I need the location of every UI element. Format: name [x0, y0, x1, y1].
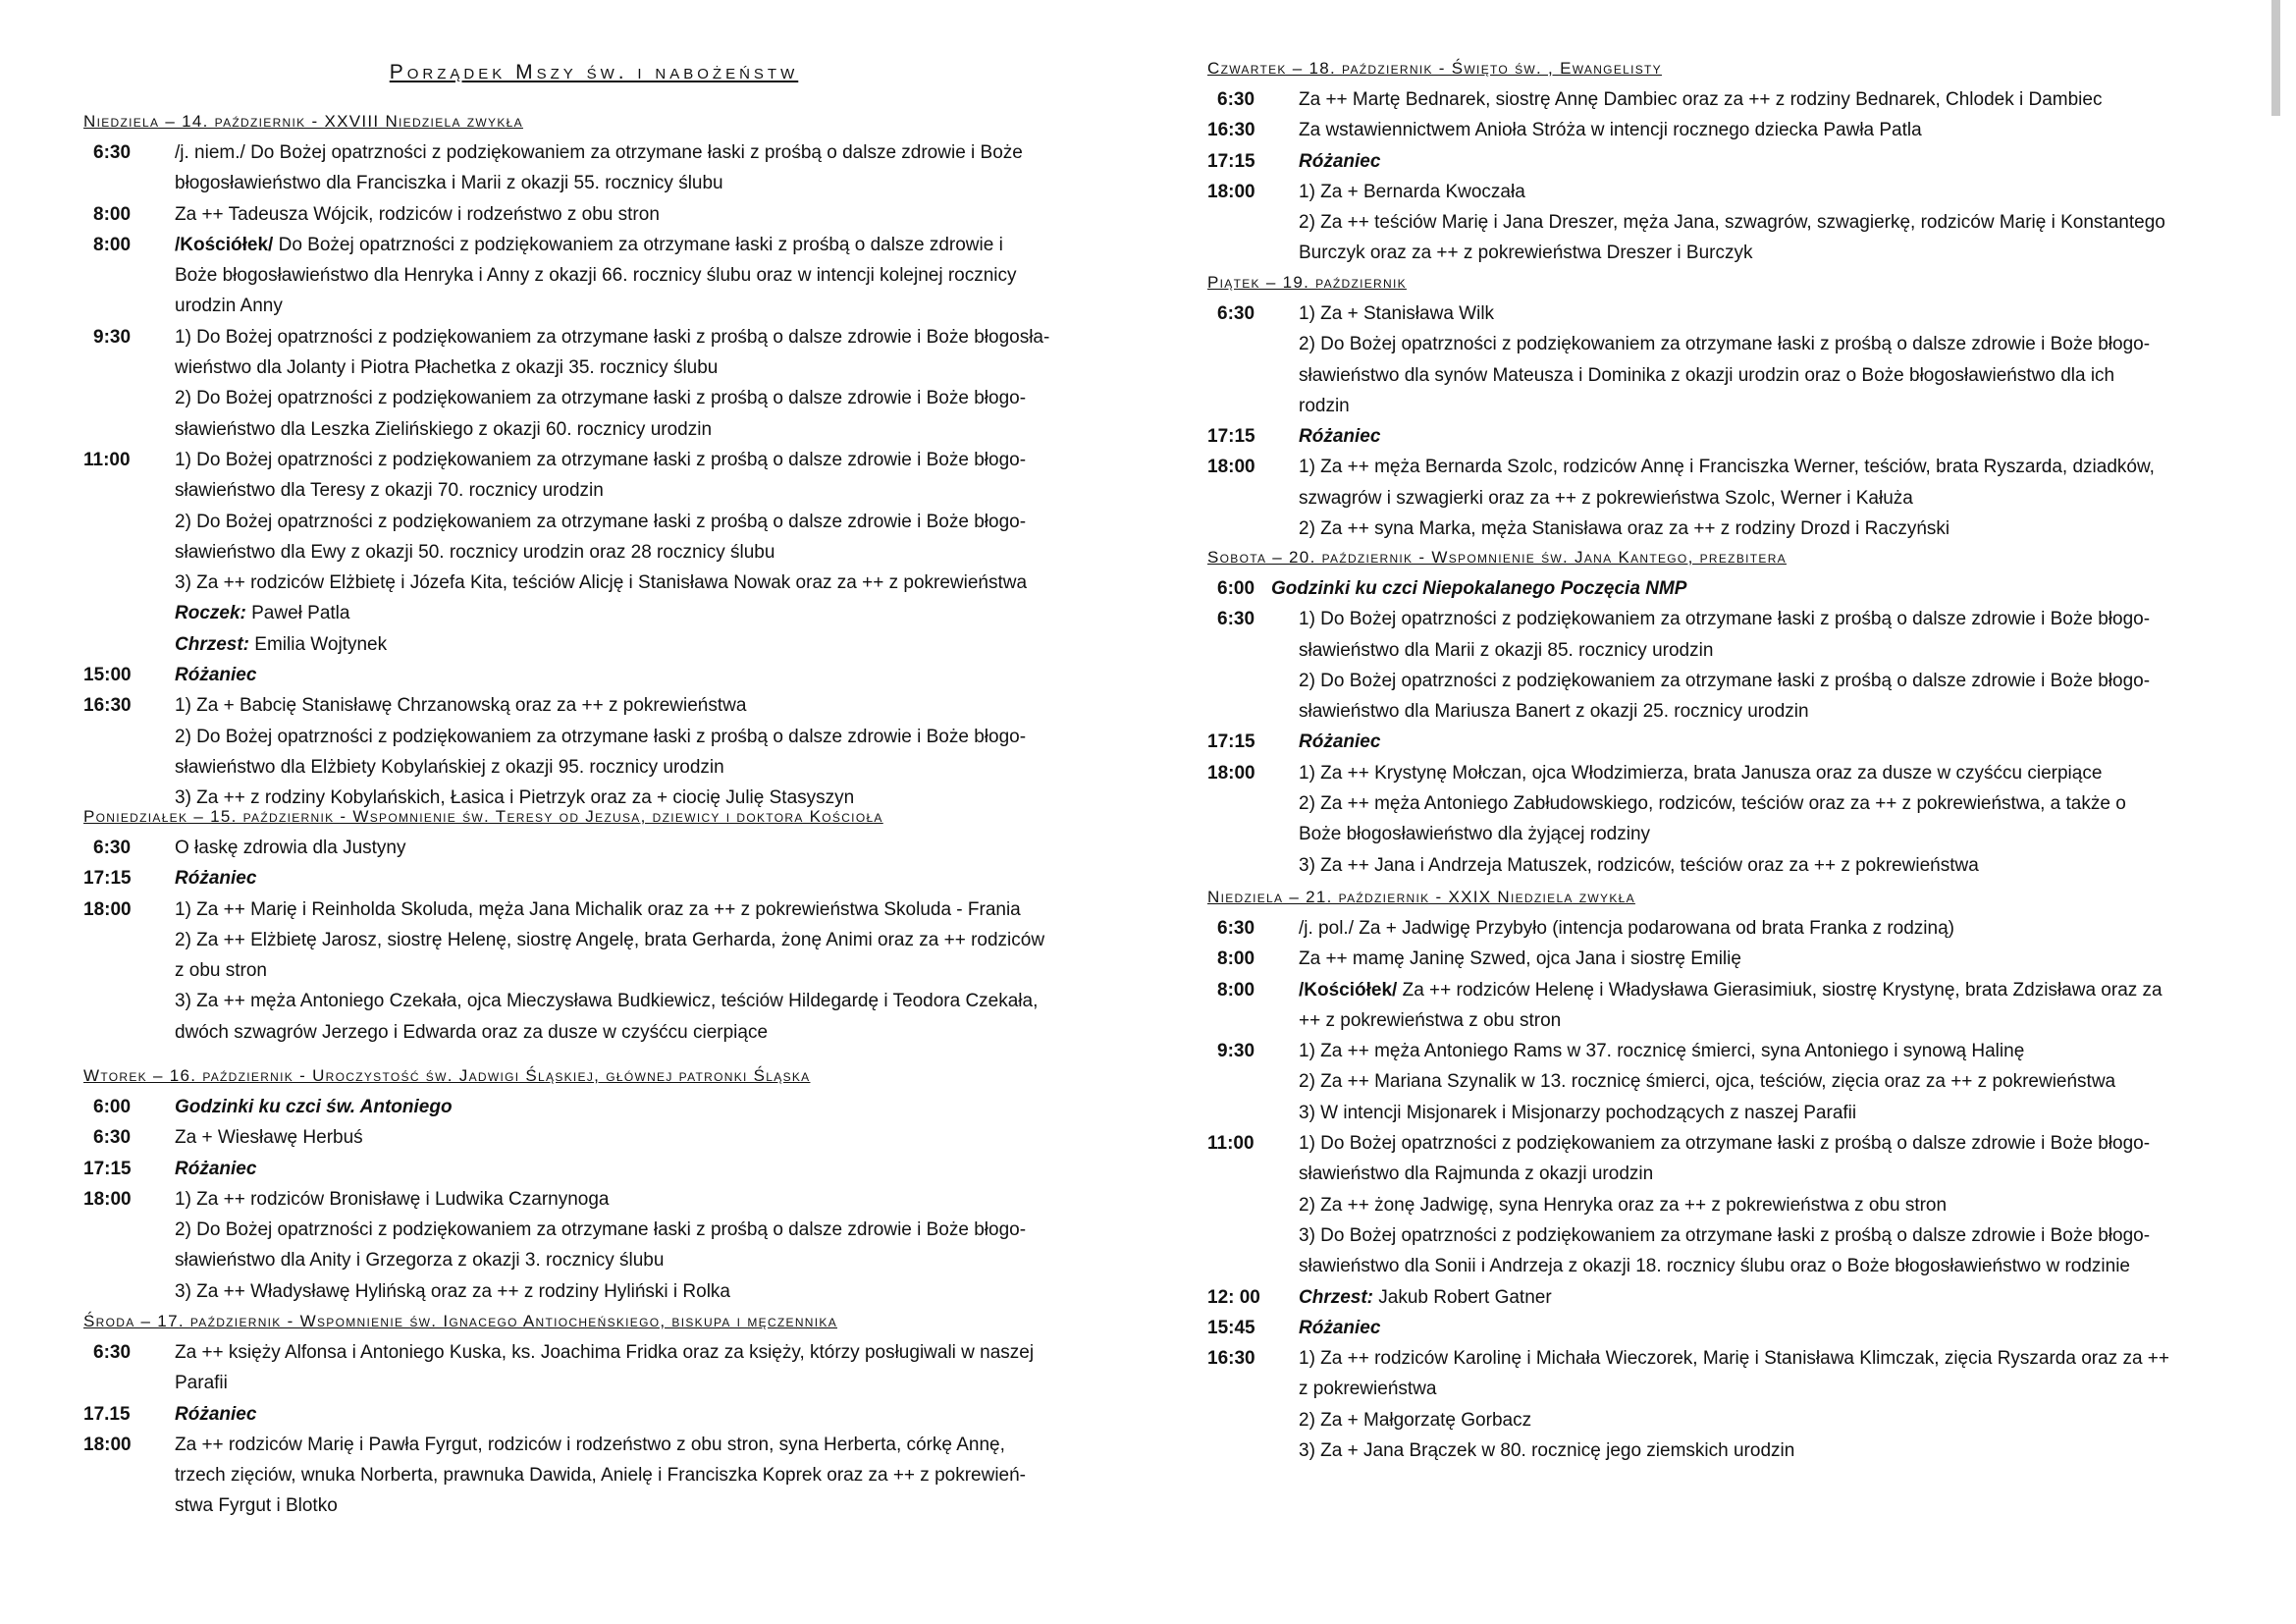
- intention-line: 2) Do Bożej opatrzności z podziękowaniem za otrzymane łaski z prośbą o dalsze zdrowie i Boże błogo-: [1299, 670, 2151, 691]
- mass-time: 6:30: [1217, 609, 1255, 630]
- intention-line: Za ++ Martę Bednarek, siostrę Annę Dambiec oraz za ++ z rodziny Bednarek, Chlodek i Dambiec: [1299, 89, 2103, 110]
- mass-entry: [1207, 573, 2232, 604]
- mass-time: 8:00: [93, 234, 132, 255]
- mass-entry: [1207, 1128, 2232, 1281]
- intention-line: sławieństwo dla synów Mateusza i Dominika z okazji urodzin oraz o Boże błogosławieństwo dla ich: [1299, 364, 2115, 386]
- mass-time: 17.15: [83, 1403, 131, 1425]
- mass-entry: [83, 1184, 1104, 1307]
- intention-line: Za ++ rodziców Marię i Pawła Fyrgut, rodziców i rodzeństwo z obu stron, syna Herberta, córkę Annę,: [175, 1434, 1005, 1455]
- mass-time: 15:00: [83, 665, 132, 686]
- intention-line: 2) Do Bożej opatrzności z podziękowaniem za otrzymane łaski z prośbą o dalsze zdrowie i Boże błogo-: [175, 726, 1027, 747]
- intention-line: 2) Do Bożej opatrzności z podziękowaniem za otrzymane łaski z prośbą o dalsze zdrowie i Boże błogo-: [1299, 334, 2151, 355]
- intention-line: 3) Za ++ z rodziny Kobylańskich, Łasica i Pietrzyk oraz za + ciocię Julię Stasyszyn: [175, 787, 855, 809]
- mass-time: 16:30: [83, 695, 132, 717]
- intention-line: Godzinki ku czci Niepokalanego Poczęcia NMP: [1271, 578, 1687, 599]
- intention-line: Za ++ Tadeusza Wójcik, rodziców i rodzeństwo z obu stron: [175, 203, 660, 225]
- mass-time: 17:15: [1207, 731, 1255, 753]
- intention-line: Chrzest: Jakub Robert Gatner: [1299, 1286, 1552, 1308]
- mass-entry: [83, 1154, 1104, 1184]
- day-heading: Poniedziałek – 15. październik - Wspomnienie św. Teresy od Jezusa, dziewicy i doktora Kościoła: [83, 807, 883, 826]
- intention-line: wieństwo dla Jolanty i Piotra Płachetka z okazji 35. rocznicy ślubu: [175, 357, 719, 379]
- mass-time: 11:00: [83, 449, 131, 470]
- intention-line: 1) Za ++ Krystynę Mołczan, ojca Włodzimierza, brata Janusza oraz za dusze w czyśćcu cierpiące: [1299, 762, 2103, 784]
- intention-line: 2) Za ++ Elżbietę Jarosz, siostrę Helenę, siostrę Angelę, brata Gerharda, żonę Animi oraz za ++ rodziców: [175, 929, 1045, 950]
- intention-line: 3) Za ++ męża Antoniego Czekała, ojca Mieczysława Budkiewicz, teściów Hildegardę i Teodora Czekała,: [175, 991, 1039, 1012]
- mass-time: 6:00: [1217, 578, 1255, 599]
- intention-line: Różaniec: [175, 665, 257, 686]
- intention-line: rodzin: [1299, 395, 1350, 416]
- mass-time: 18:00: [83, 1188, 132, 1210]
- intention-line: sławieństwo dla Ewy z okazji 50. rocznicy urodzin oraz 28 rocznicy ślubu: [175, 541, 775, 563]
- day-heading: Niedziela – 14. październik - XXVIII Niedziela zwykła: [83, 112, 523, 131]
- mass-time: 6:30: [1217, 303, 1255, 324]
- intention-line: ++ z pokrewieństwa z obu stron: [1299, 1009, 1562, 1031]
- intention-line: Różaniec: [1299, 1317, 1381, 1338]
- day-section: [1207, 53, 2232, 269]
- intention-line: /Kościółek/ Za ++ rodziców Helenę i Władysława Gierasimiuk, siostrę Krystynę, brata Zdzisława oraz za: [1299, 979, 2163, 1001]
- day-heading: Wtorek – 16. październik - Uroczystość św. Jadwigi Śląskiej, głównej patronki Śląska: [83, 1066, 811, 1085]
- intention-line: 2) Za ++ teściów Marię i Jana Dreszer, męża Jana, szwagrów, szwagierkę, rodziców Marię i Konstantego: [1299, 212, 2165, 234]
- mass-entry: [1207, 1343, 2232, 1466]
- mass-entry: [1207, 146, 2232, 177]
- day-section: [1207, 882, 2232, 1466]
- intention-line: sławieństwo dla Mariusza Banert z okazji 25. rocznicy urodzin: [1299, 701, 1809, 723]
- day-section: [83, 801, 1104, 1048]
- intention-line: 2) Do Bożej opatrzności z podziękowaniem za otrzymane łaski z prośbą o dalsze zdrowie i Boże błogo-: [175, 511, 1027, 532]
- day-heading: Środa – 17. październik - Wspomnienie św. Ignacego Antiocheńskiego, biskupa i męczennika: [83, 1312, 838, 1330]
- intention-line: Różaniec: [1299, 150, 1381, 172]
- intention-line: Chrzest: Emilia Wojtynek: [175, 633, 388, 655]
- intention-line: błogosławieństwo dla Franciszka i Marii z okazji 55. rocznicy ślubu: [175, 173, 723, 194]
- intention-line: 1) Do Bożej opatrzności z podziękowaniem za otrzymane łaski z prośbą o dalsze zdrowie i Boże błogosła-: [175, 326, 1050, 348]
- day-heading: Czwartek – 18. październik - Święto św. , Ewangelisty: [1207, 59, 1662, 78]
- mass-entry: [1207, 1313, 2232, 1343]
- mass-entry: [83, 660, 1104, 690]
- mass-time: 6:30: [93, 1342, 132, 1363]
- mass-time: 17:15: [83, 868, 132, 890]
- mass-time: 17:15: [1207, 150, 1255, 172]
- intention-line: 3) Za + Jana Brączek w 80. rocznicę jego ziemskich urodzin: [1299, 1440, 1795, 1462]
- intention-line: /Kościółek/ Do Bożej opatrzności z podziękowaniem za otrzymane łaski z prośbą o dalsze zdrowie i: [175, 234, 1003, 255]
- mass-entry: [1207, 421, 2232, 452]
- intention-line: sławieństwo dla Leszka Zielińskiego z okazji 60. rocznicy urodzin: [175, 418, 713, 440]
- mass-time: 18:00: [83, 1434, 132, 1455]
- intention-line: /j. niem./ Do Bożej opatrzności z podziękowaniem za otrzymane łaski z prośbą o dalsze zdrowie i Boże: [175, 142, 1023, 163]
- mass-entry: [83, 1092, 1104, 1122]
- intention-line: Różaniec: [1299, 731, 1381, 753]
- intention-line: 3) Za ++ rodziców Elżbietę i Józefa Kita, teściów Alicję i Stanisława Nowak oraz za ++ z pokrewieństwa: [175, 572, 1028, 594]
- mass-entry: [1207, 177, 2232, 269]
- mass-time: 8:00: [1217, 948, 1255, 970]
- mass-entry: [1207, 452, 2232, 544]
- intention-line: 1) Za ++ rodziców Bronisławę i Ludwika Czarnynoga: [175, 1188, 610, 1210]
- intention-line: sławieństwo dla Teresy z okazji 70. rocznicy urodzin: [175, 480, 604, 502]
- intention-line: Boże błogosławieństwo dla Henryka i Anny z okazji 66. rocznicy ślubu oraz w intencji kolejnej rocznicy: [175, 265, 1017, 287]
- intention-line: 1) Do Bożej opatrzności z podziękowaniem za otrzymane łaski z prośbą o dalsze zdrowie i Boże błogo-: [175, 449, 1027, 470]
- mass-time: 6:30: [93, 142, 132, 163]
- day-heading: Sobota – 20. październik - Wspomnienie św. Jana Kantego, prezbitera: [1207, 548, 1787, 567]
- intention-line: /j. pol./ Za + Jadwigę Przybyło (intencja podarowana od brata Franka z rodziną): [1299, 918, 1954, 939]
- mass-entry: [1207, 758, 2232, 881]
- mass-time: 6:30: [93, 1127, 132, 1149]
- mass-time: 6:30: [93, 838, 132, 858]
- mass-time: 8:00: [93, 203, 132, 225]
- mass-entry: [1207, 944, 2232, 974]
- mass-time: 11:00: [1207, 1133, 1255, 1155]
- page-title: Porządek Mszy św. i nabożeństw: [389, 61, 799, 83]
- intention-line: 1) Za + Bernarda Kwoczała: [1299, 181, 1525, 202]
- intention-line: dwóch szwagrów Jerzego i Edwarda oraz za dusze w czyśćcu cierpiące: [175, 1021, 769, 1043]
- mass-time: 9:30: [1217, 1041, 1255, 1062]
- mass-entry: [83, 1122, 1104, 1153]
- intention-line: Burczyk oraz za ++ z pokrewieństwa Dreszer i Burczyk: [1299, 243, 1753, 264]
- intention-line: 1) Za + Babcię Stanisławę Chrzanowską oraz za ++ z pokrewieństwa: [175, 695, 747, 717]
- mass-time: 18:00: [83, 898, 132, 920]
- mass-entry: [1207, 1036, 2232, 1128]
- intention-line: sławieństwo dla Marii z okazji 85. rocznicy urodzin: [1299, 639, 1714, 661]
- mass-entry: [1207, 84, 2232, 115]
- intention-line: O łaskę zdrowia dla Justyny: [175, 838, 406, 858]
- mass-time: 16:30: [1207, 1348, 1255, 1370]
- intention-line: Za ++ mamę Janinę Szwed, ojca Jana i siostrę Emilię: [1299, 948, 1741, 970]
- mass-entry: [83, 863, 1104, 893]
- mass-entry: [1207, 115, 2232, 145]
- intention-line: 1) Za ++ męża Bernarda Szolc, rodziców Annę i Franciszka Werner, teściów, brata Ryszarda, dziadków,: [1299, 457, 2155, 478]
- mass-entry: [1207, 975, 2232, 1037]
- intention-line: 2) Za ++ Mariana Szynalik w 13. rocznicę śmierci, ojca, teściów, zięcia oraz za ++ z pokrewieństwa: [1299, 1071, 2116, 1093]
- mass-entry: [83, 199, 1104, 230]
- mass-time: 18:00: [1207, 762, 1255, 784]
- intention-line: szwagrów i szwagierki oraz za ++ z pokrewieństwa Szolc, Werner i Kałuża: [1299, 487, 1913, 509]
- intention-line: sławieństwo dla Anity i Grzegorza z okazji 3. rocznicy ślubu: [175, 1250, 665, 1272]
- day-section: [83, 1060, 1104, 1307]
- intention-line: 1) Do Bożej opatrzności z podziękowaniem za otrzymane łaski z prośbą o dalsze zdrowie i Boże błogo-: [1299, 609, 2151, 630]
- mass-entry: [1207, 604, 2232, 727]
- intention-line: Różaniec: [175, 1403, 257, 1425]
- intention-line: 2) Do Bożej opatrzności z podziękowaniem za otrzymane łaski z prośbą o dalsze zdrowie i Boże błogo-: [175, 1219, 1027, 1241]
- day-section: [1207, 542, 2232, 881]
- day-section: [83, 106, 1104, 814]
- intention-line: Różaniec: [175, 1158, 257, 1179]
- intention-line: Za ++ księży Alfonsa i Antoniego Kuska, ks. Joachima Fridka oraz za księży, którzy posługiwali w naszej: [175, 1342, 1035, 1363]
- intention-line: urodzin Anny: [175, 296, 283, 317]
- day-section: [1207, 267, 2232, 544]
- intention-line: 3) W intencji Misjonarek i Misjonarzy pochodzących z naszej Parafii: [1299, 1102, 1857, 1123]
- intention-line: sławieństwo dla Sonii i Andrzeja z okazji 18. rocznicy ślubu oraz o Boże błogosławieństwo w rodzinie: [1299, 1256, 2130, 1277]
- intention-line: Za wstawiennictwem Anioła Stróża w intencji rocznego dziecka Pawła Patla: [1299, 120, 1922, 141]
- mass-entry: [83, 1430, 1104, 1522]
- mass-time: 18:00: [1207, 181, 1255, 202]
- intention-line: Godzinki ku czci św. Antoniego: [175, 1097, 453, 1117]
- intention-line: 2) Za ++ żonę Jadwigę, syna Henryka oraz za ++ z pokrewieństwa z obu stron: [1299, 1194, 1948, 1216]
- mass-entry: [83, 690, 1104, 813]
- intention-line: Za + Wiesławę Herbuś: [175, 1127, 363, 1149]
- mass-time: 6:30: [1217, 918, 1255, 939]
- intention-line: 1) Do Bożej opatrzności z podziękowaniem za otrzymane łaski z prośbą o dalsze zdrowie i Boże błogo-: [1299, 1133, 2151, 1155]
- intention-line: z obu stron: [175, 960, 267, 982]
- mass-time: 6:00: [93, 1097, 132, 1117]
- mass-entry: [83, 1337, 1104, 1399]
- intention-line: 2) Za ++ męża Antoniego Zabłudowskiego, rodziców, teściów oraz za ++ z pokrewieństwa, a także o: [1299, 793, 2126, 815]
- intention-line: sławieństwo dla Rajmunda z okazji urodzin: [1299, 1164, 1654, 1185]
- day-section: [83, 1306, 1104, 1522]
- mass-entry: [1207, 727, 2232, 757]
- mass-time: 15:45: [1207, 1317, 1255, 1338]
- intention-line: z pokrewieństwa: [1299, 1379, 1437, 1400]
- intention-line: trzech zięciów, wnuka Norberta, prawnuka Dawida, Anielę i Franciszka Koprek oraz za ++ z pokrewień-: [175, 1465, 1027, 1487]
- day-heading: Piątek – 19. październik: [1207, 273, 1407, 292]
- intention-line: 2) Za ++ syna Marka, męża Stanisława oraz za ++ z rodziny Drozd i Raczyński: [1299, 518, 1950, 540]
- intention-line: 2) Do Bożej opatrzności z podziękowaniem za otrzymane łaski z prośbą o dalsze zdrowie i Boże błogo-: [175, 388, 1027, 409]
- intention-line: sławieństwo dla Elżbiety Kobylańskiej z okazji 95. rocznicy urodzin: [175, 756, 724, 778]
- mass-entry: [83, 137, 1104, 199]
- mass-entry: [83, 1399, 1104, 1430]
- intention-line: stwa Fyrgut i Blotko: [175, 1495, 338, 1517]
- intention-line: Roczek: Paweł Patla: [175, 603, 350, 624]
- mass-time: 12: 00: [1207, 1286, 1260, 1308]
- mass-time: 17:15: [83, 1158, 132, 1179]
- intention-line: 3) Za ++ Jana i Andrzeja Matuszek, rodziców, teściów oraz za ++ z pokrewieństwa: [1299, 854, 1979, 876]
- intention-line: Różaniec: [175, 868, 257, 890]
- intention-line: Boże błogosławieństwo dla żyjącej rodziny: [1299, 824, 1651, 845]
- mass-time: 6:30: [1217, 89, 1255, 110]
- mass-entry: [1207, 913, 2232, 944]
- intention-line: 1) Za + Stanisława Wilk: [1299, 303, 1495, 324]
- mass-entry: [1207, 1282, 2232, 1313]
- intention-line: 3) Do Bożej opatrzności z podziękowaniem za otrzymane łaski z prośbą o dalsze zdrowie i Boże błogo-: [1299, 1224, 2151, 1246]
- day-heading: Niedziela – 21. październik - XXIX Niedziela zwykła: [1207, 888, 1635, 906]
- mass-time: 8:00: [1217, 979, 1255, 1001]
- intention-line: Różaniec: [1299, 426, 1381, 448]
- mass-time: 17:15: [1207, 426, 1255, 448]
- mass-time: 9:30: [93, 326, 132, 348]
- mass-entry: [83, 230, 1104, 322]
- mass-time: 16:30: [1207, 120, 1255, 141]
- mass-entry: [83, 833, 1104, 863]
- mass-entry: [83, 445, 1104, 660]
- intention-line: 2) Za + Małgorzatę Gorbacz: [1299, 1409, 1532, 1431]
- scrollbar[interactable]: [2271, 0, 2280, 116]
- mass-time: 18:00: [1207, 457, 1255, 478]
- intention-line: Parafii: [175, 1373, 228, 1394]
- intention-line: 1) Za ++ męża Antoniego Rams w 37. rocznicę śmierci, syna Antoniego i synową Halinę: [1299, 1041, 2025, 1062]
- intention-line: 1) Za ++ Marię i Reinholda Skoluda, męża Jana Michalik oraz za ++ z pokrewieństwa Skoluda - Frania: [175, 898, 1021, 920]
- mass-entry: [1207, 298, 2232, 421]
- mass-entry: [83, 322, 1104, 445]
- mass-entry: [83, 894, 1104, 1048]
- intention-line: 3) Za ++ Władysławę Hylińską oraz za ++ z rodziny Hyliński i Rolka: [175, 1280, 730, 1302]
- intention-line: 1) Za ++ rodziców Karolinę i Michała Wieczorek, Marię i Stanisława Klimczak, zięcia Ryszarda oraz za ++: [1299, 1348, 2169, 1370]
